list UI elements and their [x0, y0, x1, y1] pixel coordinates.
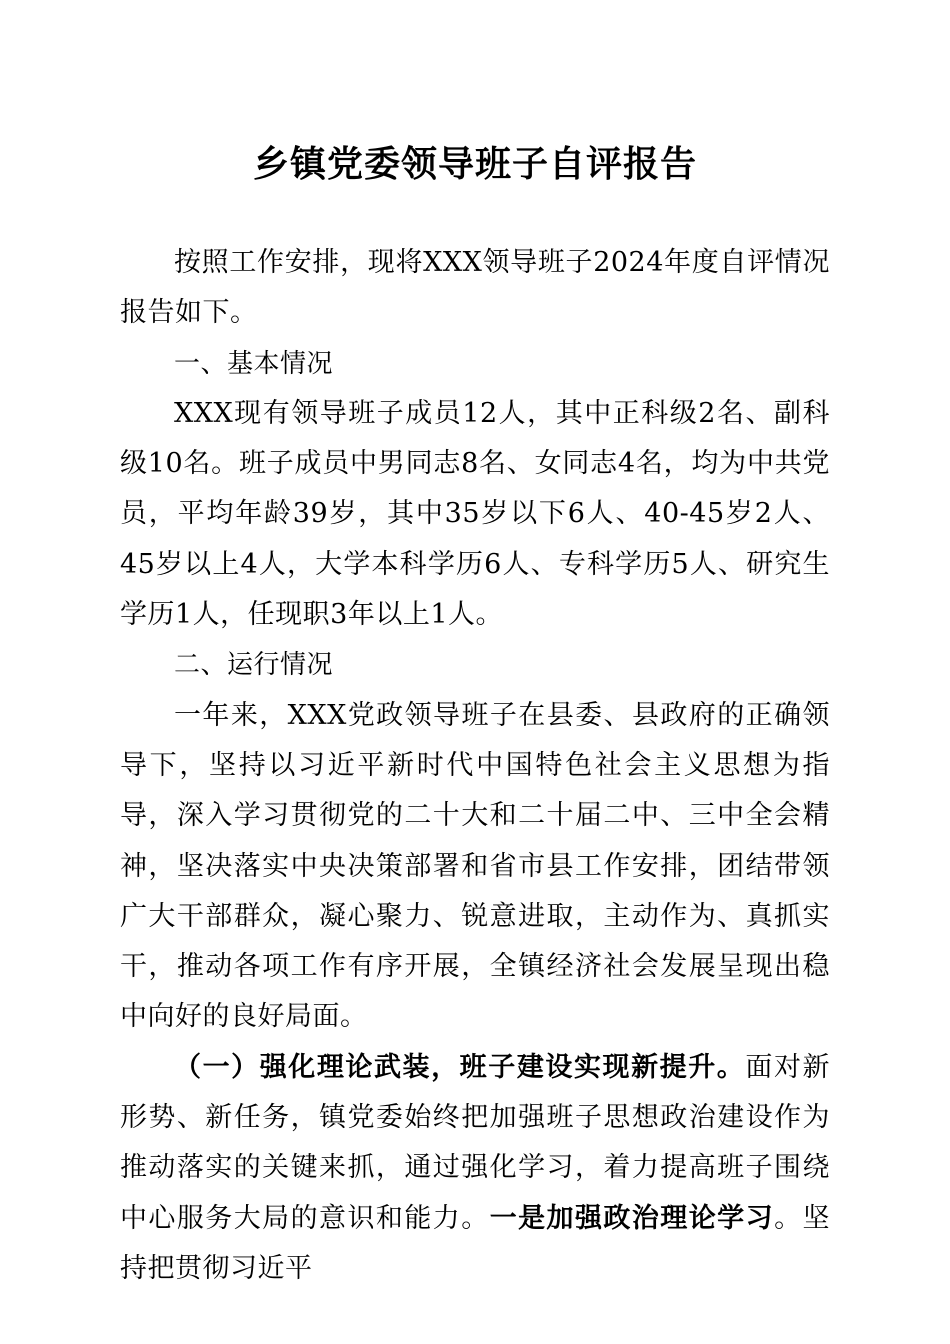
- political-study-text: 。坚持把贯彻习近平: [120, 1202, 830, 1284]
- intro-paragraph: 按照工作安排，现将XXX领导班子2024年度自评情况报告如下。: [120, 247, 830, 329]
- document-body: [120, 238, 830, 1294]
- point-heading-political-study: 一是加强政治理论学习: [489, 1202, 775, 1234]
- basic-info-paragraph: XXX现有领导班子成员12人，其中正科级2名、副科级10名。班子成员中男同志8名、女同志4名，均为中共党员，平均年龄39岁，其中35岁以下6人、40-45岁2人、45岁以上4人，大学本科学历6人、专科学历5人、研究生学历1人，任现职3年以上1人。: [120, 397, 830, 631]
- theory-paragraph: [120, 1043, 830, 1294]
- theory-text: 面对新形势、新任务，镇党委始终把加强班子思想政治建设作为推动落实的关键来抓，通过强化学习，着力提高班子围绕中心服务大局的意识和能力。: [120, 1051, 831, 1234]
- subsection-heading-theory: （一）强化理论武装，班子建设实现新提升。: [174, 1051, 746, 1083]
- section-heading-basic-info: 一、基本情况: [174, 348, 334, 379]
- operation-paragraph: 一年来，XXX党政领导班子在县委、县政府的正确领导下，坚持以习近平新时代中国特色社会主义思想为指导，深入学习贯彻党的二十大和二十届二中、三中全会精神，坚决落实中央决策部署和省市县工作安排，团结带领广大干部群众，凝心聚力、锐意进取，主动作为、真抓实干，推动各项工作有序开展，全镇经济社会发展呈现出稳中向好的良好局面。: [120, 699, 830, 1033]
- section-heading-operation: 二、运行情况: [174, 650, 334, 681]
- document-title: 乡镇党委领导班子自评报告: [252, 144, 697, 185]
